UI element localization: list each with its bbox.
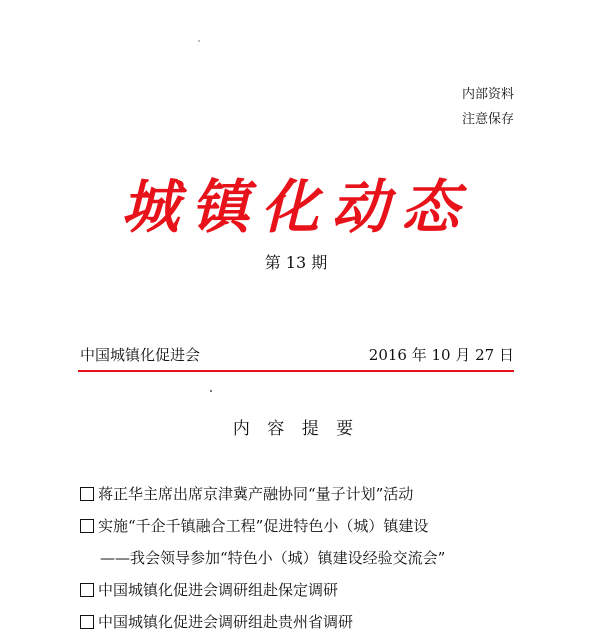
header-divider xyxy=(78,370,514,372)
organization-name: 中国城镇化促进会 xyxy=(80,346,201,364)
list-item xyxy=(80,579,338,600)
checkbox-icon xyxy=(80,519,94,533)
issue-number: 第 13 期 xyxy=(264,253,328,272)
list-item-text: 中国城镇化促进会调研组赴保定调研 xyxy=(98,581,339,599)
internal-notice: 内部资料 xyxy=(461,87,514,102)
list-item-subline: ——我会领导参加“特色小（城）镇建设经验交流会” xyxy=(100,549,446,567)
checkbox-icon xyxy=(80,615,94,629)
contents-heading: 内 容 提 要 xyxy=(232,419,360,439)
list-item-text: 蒋正华主席出席京津冀产融协同“量子计划”活动 xyxy=(98,485,414,503)
list-item xyxy=(80,483,413,504)
checkbox-icon xyxy=(80,583,94,597)
list-item xyxy=(80,515,428,536)
checkbox-icon xyxy=(80,487,94,501)
list-item xyxy=(80,611,353,632)
publication-title: 城镇化动态 xyxy=(120,173,471,241)
list-item-text: 实施“千企千镇融合工程”促进特色小（城）镇建设 xyxy=(98,517,429,535)
speck xyxy=(198,40,200,42)
keep-safe-notice: 注意保存 xyxy=(461,112,514,127)
publication-date: 2016 年 10 月 27 日 xyxy=(368,346,514,364)
speck xyxy=(210,390,212,392)
list-item-text: 中国城镇化促进会调研组赴贵州省调研 xyxy=(98,613,354,631)
